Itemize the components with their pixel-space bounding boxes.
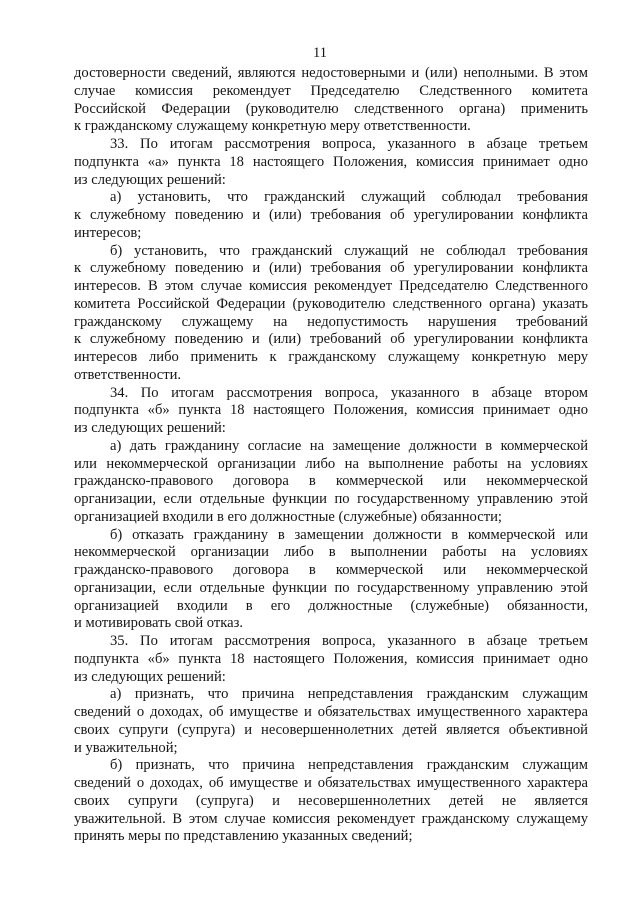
paragraph [74,527,588,634]
text-line: Российской Федерации (руководителю следственного органа) применить [74,100,588,117]
text-line: комитета Российской Федерации (руководителю следственного органа) указать [74,295,588,312]
text-line: к служебному поведению и (или) требований об урегулировании конфликта [74,331,588,348]
text-line: 34. По итогам рассмотрения вопроса, указанного в абзаце втором [110,384,588,401]
text-line: а) признать, что причина непредставления гражданским служащим [110,686,588,703]
text-line: своих супруги (супруга) и несовершеннолетних детей является объективной [74,721,588,738]
text-line: случае комиссия рекомендует Председателю Следственного комитета [74,82,588,99]
text-line: гражданско-правового договора в коммерческой или некоммерческой [74,562,588,578]
text-line: б) установить, что гражданский служащий не соблюдал требования [110,242,588,259]
text-line: организацией входили в его должностные (служебные) обязанности; [74,508,502,525]
text-line: интересов либо применить к гражданскому служащему конкретную меру [74,349,588,365]
paragraph [74,633,588,686]
paragraph [74,65,588,136]
paragraph [74,136,588,189]
text-line: гражданскому служащему на недопустимость нарушения требований [74,313,588,330]
text-line: подпункта «б» пункта 18 настоящего Положения, комиссия принимает одно [74,650,588,667]
text-line: или некоммерческой организации либо на выполнение работы на условиях [74,455,588,472]
paragraph [74,686,588,757]
text-line: организации, если отдельные функции по государственному управлению этой [74,491,588,507]
text-line: своих супруги (супруга) и несовершеннолетних детей не является [74,792,588,809]
body-text [74,65,588,846]
text-line: организацией входили в его должностные (служебные) обязанности, [74,597,588,614]
page-number: 11 [313,45,327,61]
text-line: б) признать, что причина непредставления гражданским служащим [110,757,588,774]
text-line: уважительной. В этом случае комиссия рекомендует гражданскому служащему [74,810,588,827]
text-line: к служебному поведению и (или) требования об урегулировании конфликта [74,260,588,277]
text-line: и мотивировать свой отказ. [74,615,244,632]
text-line: а) установить, что гражданский служащий соблюдал требования [110,189,588,206]
text-line: из следующих решений: [74,171,226,188]
text-line: подпункта «а» пункта 18 настоящего Положения, комиссия принимает одно [74,153,588,170]
text-line: принять меры по представлению указанных сведений; [74,828,413,845]
text-line: достоверности сведений, являются недостоверными и (или) неполными. В этом [74,65,588,81]
paragraph [74,757,588,846]
text-line: а) дать гражданину согласие на замещение должности в коммерческой [110,437,588,454]
text-line: 35. По итогам рассмотрения вопроса, указанного в абзаце третьем [110,633,588,649]
text-line: сведений о доходах, об имуществе и обязательствах имущественного характера [74,704,588,720]
paragraph [74,243,588,385]
text-line: и уважительной; [74,739,178,756]
text-line: организации, если отдельные функции по государственному управлению этой [74,579,588,596]
text-line: ответственности. [74,366,182,383]
text-line: некоммерческой организации либо в выполнении работы на условиях [74,544,588,561]
text-line: к гражданскому служащему конкретную меру ответственности. [74,118,471,135]
text-line: 33. По итогам рассмотрения вопроса, указанного в абзаце третьем [110,136,588,152]
paragraph [74,385,588,438]
text-line: интересов; [74,224,142,241]
paragraph [74,438,588,527]
text-line: к служебному поведению и (или) требования об урегулировании конфликта [74,207,588,223]
text-line: интересов. В этом случае комиссия рекомендует Председателю Следственного [74,278,588,294]
text-line: из следующих решений: [74,420,226,436]
text-line: подпункта «б» пункта 18 настоящего Положения, комиссия принимает одно [74,402,588,419]
text-line: гражданско-правового договора в коммерческой или некоммерческой [74,473,588,490]
text-line: из следующих решений: [74,668,226,685]
text-line: сведений о доходах, об имуществе и обязательствах имущественного характера [74,775,588,791]
paragraph [74,189,588,242]
text-line: б) отказать гражданину в замещении должности в коммерческой или [110,526,588,543]
